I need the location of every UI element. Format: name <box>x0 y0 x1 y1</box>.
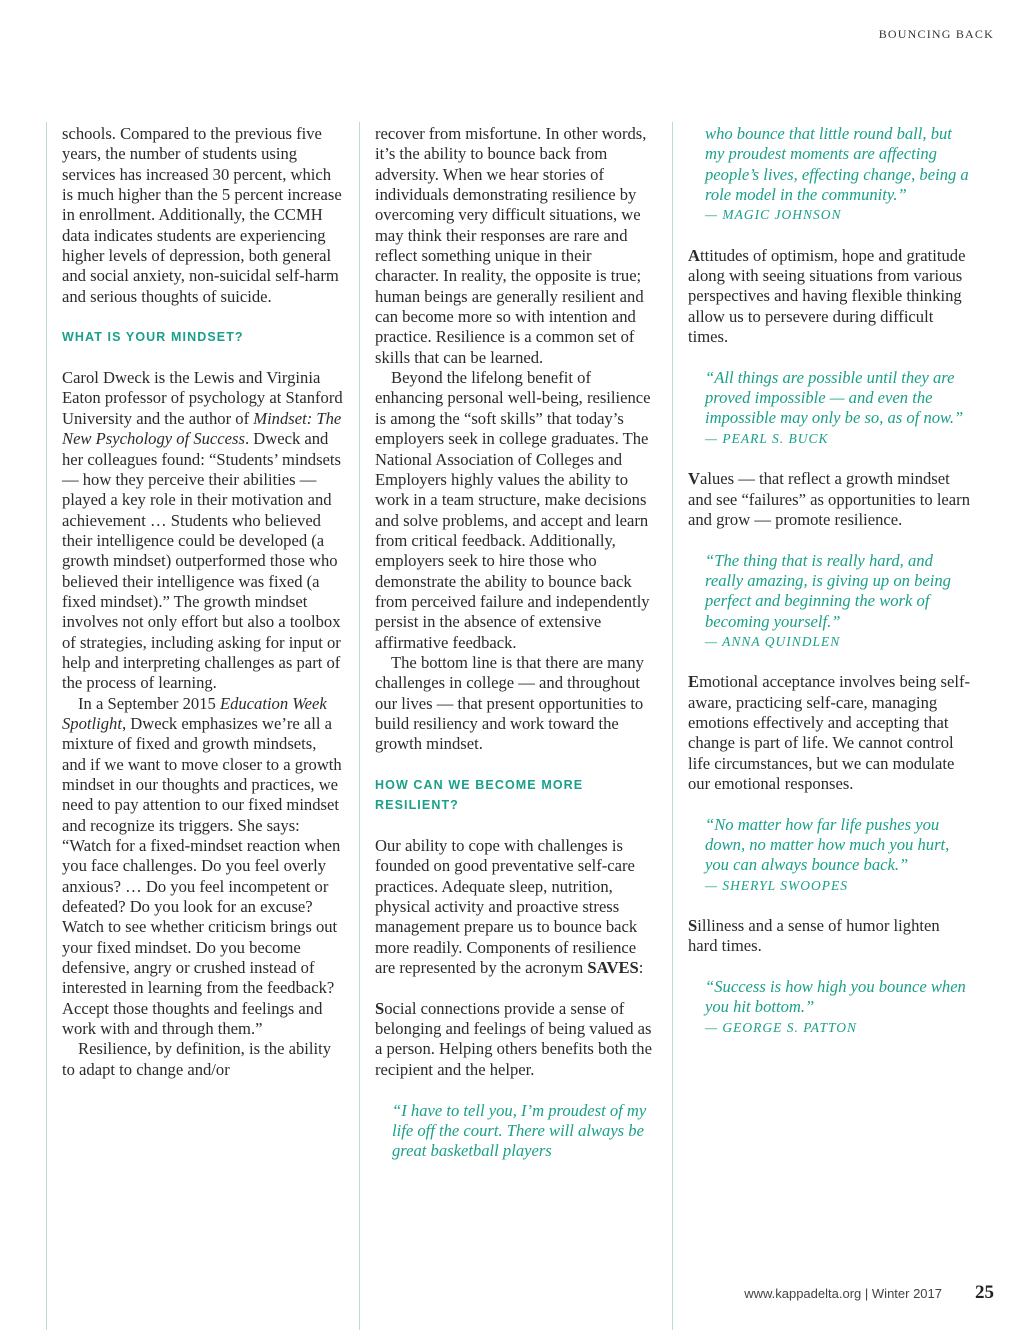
column-rule-left <box>46 122 47 1330</box>
lead-letter: E <box>688 672 700 692</box>
pull-quote: “I have to tell you, I’m proudest of my life off the court. There will always be great basketball players <box>392 1100 647 1161</box>
book-title: Mindset: The New Psychology of Success <box>62 408 342 449</box>
pull-quote: “The thing that is really hard, and really amazing, is giving up on being perfect and beginning the work of becoming yourself.” <box>705 550 951 631</box>
paragraph-values <box>688 469 970 530</box>
acronym: SAVES <box>587 958 639 978</box>
running-header: BOUNCING BACK <box>878 27 994 41</box>
paragraph <box>62 368 344 694</box>
paragraph-attitudes <box>688 246 970 348</box>
paragraph: Resilience, by definition, is the ability to adapt to change and/or <box>62 1039 332 1079</box>
paragraph-emotional <box>688 672 970 794</box>
text-run: , Dweck emphasizes we’re all a mixture of fixed and growth mindsets, and if we want to move closer to a growth mindset in our thoughts and practices, we need to pay attention to our fixed mindset and recognize its triggers. She says: “Watch for a fixed-mindset reaction when you face challenges. Do you feel overly anxious? … Do you feel incompetent or defeated? Do you look for an excuse? Watch to see whether criticism brings out your fixed mindset. Do you become defensive, angry or crushed instead of interested in learning from the feedback? Accept those thoughts and feelings and work with and through them.” <box>62 713 342 1039</box>
quote-attribution: — ANNA QUINDLEN <box>705 633 841 649</box>
paragraph: The bottom line is that there are many challenges in college — and throughout our lives — that present opportunities to build resiliency and work toward the growth mindset. <box>375 652 644 754</box>
footer-site: www.kappadelta.org <box>744 1286 862 1301</box>
quote-attribution: — SHERYL SWOOPES <box>705 877 849 893</box>
text-run: ttitudes of optimism, hope and gratitude along with seeing situations from various perspectives and having flexible thinking allow us to persevere during difficult times. <box>688 245 966 347</box>
footer-issue: Winter 2017 <box>871 1286 942 1301</box>
text-run: ocial connections provide a sense of belonging and feelings of being valued as a person. Helping others benefits both the recipient and the helper. <box>375 998 652 1079</box>
text-run: illiness and a sense of humor lighten hard times. <box>688 916 940 956</box>
paragraph <box>375 836 657 978</box>
text-run: . Dweck and her colleagues found: “Students’ mindsets — how they perceive their abilities — played a key role in their motivation and achievement … Students who believed their intelligence could be developed (a growth mindset) outperformed those who believed their intelligence was fixed (a fixed mindset).” The growth mindset involves not only effort but also a toolbox of strategies, including asking for input or help and interpreting challenges as part of the process of learning. <box>62 429 341 693</box>
pull-quote: “No matter how far life pushes you down, no matter how much you hurt, you can always bounce back.” <box>705 814 950 875</box>
quote-attribution: — PEARL S. BUCK <box>705 430 829 446</box>
pull-quote: “Success is how high you bounce when you hit bottom.” <box>705 977 966 1017</box>
lead-letter: S <box>688 916 698 936</box>
publication-title: Education Week Spotlight <box>62 693 327 733</box>
text-run: alues — that reflect a growth mindset and see “failures” as opportunities to learn and grow — promote resilience. <box>688 469 970 529</box>
paragraph: recover from misfortune. In other words, it’s the ability to bounce back from adversity. When we hear stories of individuals demonstrating resilience by overcoming very difficult situations, we may think their responses are rare and reflect something unique in their character. In reality, the opposite is true; human beings are generally resilient and can become more so with intention and practice. Resilience is a common set of skills that can be learned. <box>375 124 647 367</box>
section-heading-resilient: HOW CAN WE BECOME MORE RESILIENT? <box>375 778 584 813</box>
text-run: Carol Dweck is the Lewis and Virginia Eaton professor of psychology at Stanford University and the author of <box>62 368 343 428</box>
lead-letter: A <box>688 245 700 265</box>
text-run: : <box>638 958 644 978</box>
column-1 <box>62 124 344 1080</box>
lead-letter: S <box>375 998 385 1018</box>
paragraph-social-connections <box>375 999 657 1080</box>
pull-quote: who bounce that little round ball, but my proudest moments are affecting people’s lives, effecting change, being a role model in the community.” <box>705 124 969 205</box>
column-2 <box>375 124 657 1162</box>
footer <box>744 1286 942 1301</box>
lead-letter: V <box>688 469 700 489</box>
text-run: In a September 2015 <box>78 693 220 713</box>
pull-quote: “All things are possible until they are proved impossible — and even the impossible may only be so, as of now.” <box>705 367 964 428</box>
quote-attribution: — GEORGE S. PATTON <box>705 1019 858 1035</box>
paragraph-silliness <box>688 916 970 957</box>
page-number: 25 <box>975 1282 994 1303</box>
column-rule-middle <box>359 122 360 1330</box>
footer-separator: | <box>864 1286 869 1301</box>
paragraph: schools. Compared to the previous five years, the number of students using services has increased 30 percent, which is much higher than the 5 percent increase in enrollment. Additionally, the CCMH data indicates students are experiencing higher levels of depression, both general and social anxiety, non-suicidal self-harm and serious thoughts of suicide. <box>62 124 342 306</box>
quote-attribution: — MAGIC JOHNSON <box>705 207 842 223</box>
section-heading-mindset: WHAT IS YOUR MINDSET? <box>62 330 244 345</box>
paragraph <box>62 694 344 1040</box>
text-run: motional acceptance involves being self-aware, practicing self-care, managing emotions effectively and accepting that change is part of life. We cannot control life circumstances, but we can modulate our emotional responses. <box>688 672 971 793</box>
column-3 <box>688 124 970 1038</box>
column-rule-right <box>672 122 673 1330</box>
paragraph: Beyond the lifelong benefit of enhancing personal well-being, resilience is among the “soft skills” that today’s employers seek in college graduates. The National Association of Colleges and Employers highly values the ability to work in a team structure, make decisions and solve problems, and accept and learn from critical feedback. Additionally, employers seek to hire those who demonstrate the ability to bounce back from perceived failure and independently persist in the absence of extensive affirmative feedback. <box>375 368 651 652</box>
text-run: Our ability to cope with challenges is founded on good preventative self-care practices. Adequate sleep, nutrition, physical activity and proactive stress management prepare us to bounce back more readily. Components of resilience are represented by the acronym <box>375 836 638 978</box>
